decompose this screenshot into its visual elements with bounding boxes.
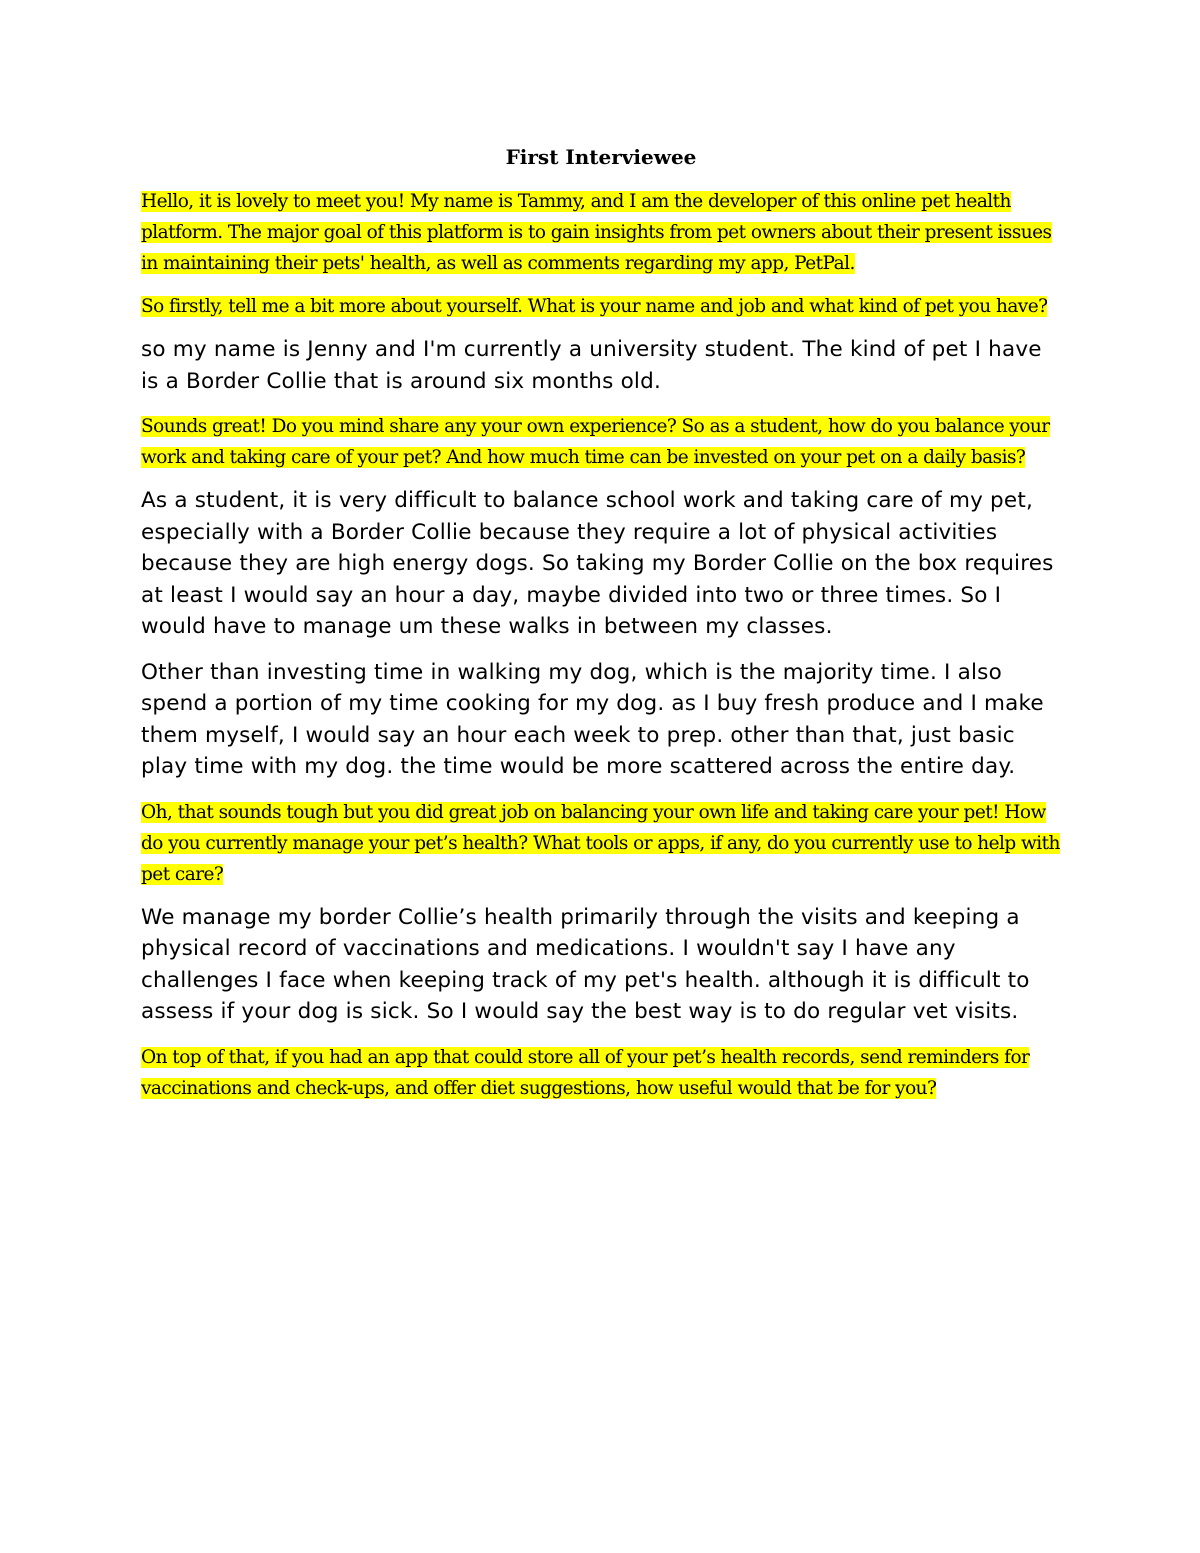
- highlighted-text: On top of that, if you had an app that could store all of your pet’s health records, send reminders for vaccinations and check-ups, and offer diet suggestions, how useful would that be for you?: [141, 1046, 1030, 1099]
- interviewee-answer: so my name is Jenny and I'm currently a university student. The kind of pet I have is a Border Collie that is around six months old.: [141, 337, 1042, 394]
- highlighted-text: So firstly, tell me a bit more about yourself. What is your name and job and what kind of pet you have?: [141, 296, 1048, 317]
- interviewer-question: [141, 797, 1061, 890]
- highlighted-text: Sounds great! Do you mind share any your own experience? So as a student, how do you balance your work and taking care of your pet? And how much time can be invested on your pet on a daily basis?: [141, 416, 1050, 468]
- interviewer-question: [141, 411, 1061, 473]
- document-body: [141, 142, 1061, 1116]
- highlighted-text: Hello, it is lovely to meet you! My name is Tammy, and I am the developer of this online pet health platform. The major goal of this platform is to gain insights from pet owners about their present issues in maintaining their pets' health, as well as comments regarding my app, PetPal.: [141, 191, 1052, 274]
- interviewer-question: [141, 291, 1061, 322]
- interviewer-question: [141, 1042, 1061, 1104]
- interviewee-answer: We manage my border Collie’s health primarily through the visits and keeping a physical record of vaccinations and medications. I wouldn't say I have any challenges I face when keeping track of my pet's health. although it is difficult to assess if your dog is sick. So I would say the best way is to do regular vet visits.: [141, 904, 1030, 1024]
- interviewee-answer: As a student, it is very difficult to balance school work and taking care of my pet, especially with a Border Collie because they require a lot of physical activities because they are high energy dogs. So taking my Border Collie on the box requires at least I would say an hour a day, maybe divided into two or three times. So I would have to manage um these walks in between my classes.: [141, 488, 1054, 639]
- interviewee-answer: Other than investing time in walking my dog, which is the majority time. I also spend a portion of my time cooking for my dog. as I buy fresh produce and I make them myself, I would say an hour each week to prep. other than that, just basic play time with my dog. the time would be more scattered across the entire day.: [141, 659, 1044, 779]
- document-title: First Interviewee: [505, 145, 697, 169]
- highlighted-text: Oh, that sounds tough but you did great job on balancing your own life and taking care your pet! How do you currently manage your pet’s health? What tools or apps, if any, do you currently use to help with pet care?: [141, 801, 1060, 885]
- interviewer-question: [141, 186, 1061, 279]
